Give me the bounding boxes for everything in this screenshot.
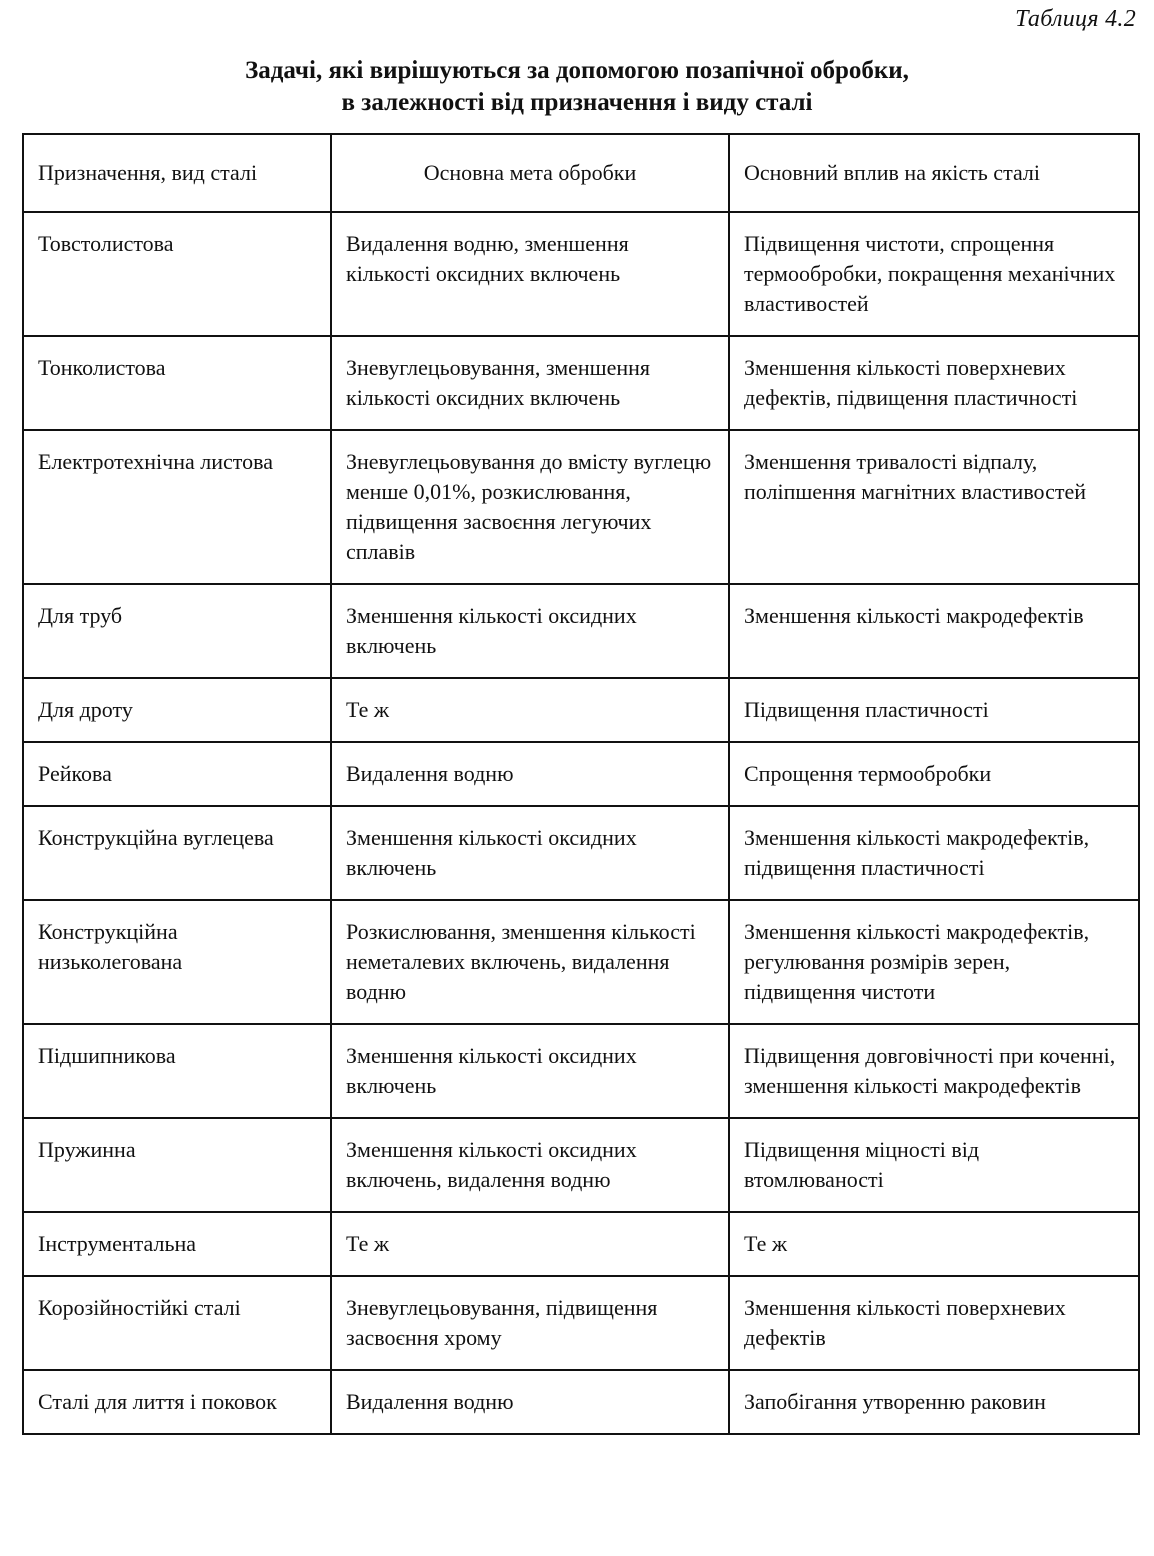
cell-quality-effect: Запобігання утворенню раковин	[729, 1370, 1139, 1434]
cell-treatment-goal: Те ж	[331, 1212, 729, 1276]
cell-steel-type: Інструментальна	[23, 1212, 331, 1276]
header-steel-type: Призначення, вид сталі	[23, 134, 331, 212]
table-row	[23, 742, 1139, 806]
cell-steel-type: Електротехнічна листова	[23, 430, 331, 584]
cell-treatment-goal: Зневуглецьовування до вмісту вуглецю менше 0,01%, розкислювання, підвищення засвоєння легуючих сплавів	[331, 430, 729, 584]
cell-treatment-goal: Розкислювання, зменшення кількості неметалевих включень, видалення водню	[331, 900, 729, 1024]
cell-treatment-goal: Видалення водню	[331, 1370, 729, 1434]
steel-treatment-table	[22, 133, 1140, 1435]
table-label: Таблиця 4.2	[1015, 6, 1136, 32]
table-row	[23, 1212, 1139, 1276]
cell-treatment-goal: Видалення водню	[331, 742, 729, 806]
table-row	[23, 584, 1139, 678]
cell-quality-effect: Зменшення тривалості відпалу, поліпшення магнітних властивостей	[729, 430, 1139, 584]
table-row	[23, 212, 1139, 336]
cell-quality-effect: Зменшення кількості поверхневих дефектів	[729, 1276, 1139, 1370]
table-row	[23, 336, 1139, 430]
cell-treatment-goal: Зменшення кількості оксидних включень, видалення водню	[331, 1118, 729, 1212]
cell-treatment-goal: Зменшення кількості оксидних включень	[331, 806, 729, 900]
cell-steel-type: Для дроту	[23, 678, 331, 742]
table-row	[23, 430, 1139, 584]
title-line-1: Задачі, які вирішуються за допомогою позапічної обробки,	[245, 57, 909, 84]
table-row	[23, 1370, 1139, 1434]
header-treatment-goal: Основна мета обробки	[331, 134, 729, 212]
header-row	[23, 134, 1139, 212]
cell-quality-effect: Зменшення кількості макродефектів, підвищення пластичності	[729, 806, 1139, 900]
cell-quality-effect: Зменшення кількості макродефектів, регулювання розмірів зерен, підвищення чистоти	[729, 900, 1139, 1024]
cell-treatment-goal: Видалення водню, зменшення кількості оксидних включень	[331, 212, 729, 336]
table-row	[23, 1276, 1139, 1370]
cell-steel-type: Підшипникова	[23, 1024, 331, 1118]
cell-steel-type: Конструкційна вуглецева	[23, 806, 331, 900]
cell-treatment-goal: Зневуглецьовування, зменшення кількості оксидних включень	[331, 336, 729, 430]
cell-quality-effect: Те ж	[729, 1212, 1139, 1276]
table-title	[0, 55, 1154, 119]
cell-quality-effect: Підвищення міцності від втомлюваності	[729, 1118, 1139, 1212]
cell-quality-effect: Зменшення кількості поверхневих дефектів, підвищення пластичності	[729, 336, 1139, 430]
table-row	[23, 1024, 1139, 1118]
cell-steel-type: Конструкційна низьколегована	[23, 900, 331, 1024]
cell-quality-effect: Зменшення кількості макродефектів	[729, 584, 1139, 678]
cell-quality-effect: Спрощення термообробки	[729, 742, 1139, 806]
table-row	[23, 1118, 1139, 1212]
table-row	[23, 806, 1139, 900]
cell-steel-type: Товстолистова	[23, 212, 331, 336]
cell-quality-effect: Підвищення довговічності при коченні, зменшення кількості макродефектів	[729, 1024, 1139, 1118]
cell-steel-type: Корозійностійкі сталі	[23, 1276, 331, 1370]
title-line-2: в залежності від призначення і виду сталі	[341, 89, 813, 116]
cell-steel-type: Сталі для лиття і поковок	[23, 1370, 331, 1434]
cell-steel-type: Для труб	[23, 584, 331, 678]
cell-quality-effect: Підвищення пластичності	[729, 678, 1139, 742]
cell-treatment-goal: Зменшення кількості оксидних включень	[331, 584, 729, 678]
cell-steel-type: Рейкова	[23, 742, 331, 806]
cell-quality-effect: Підвищення чистоти, спрощення термообробки, покращення механічних властивостей	[729, 212, 1139, 336]
table-row	[23, 678, 1139, 742]
table-row	[23, 900, 1139, 1024]
cell-treatment-goal: Зменшення кількості оксидних включень	[331, 1024, 729, 1118]
header-quality-effect: Основний вплив на якість сталі	[729, 134, 1139, 212]
cell-steel-type: Пружинна	[23, 1118, 331, 1212]
cell-treatment-goal: Те ж	[331, 678, 729, 742]
cell-steel-type: Тонколистова	[23, 336, 331, 430]
cell-treatment-goal: Зневуглецьовування, підвищення засвоєння хрому	[331, 1276, 729, 1370]
